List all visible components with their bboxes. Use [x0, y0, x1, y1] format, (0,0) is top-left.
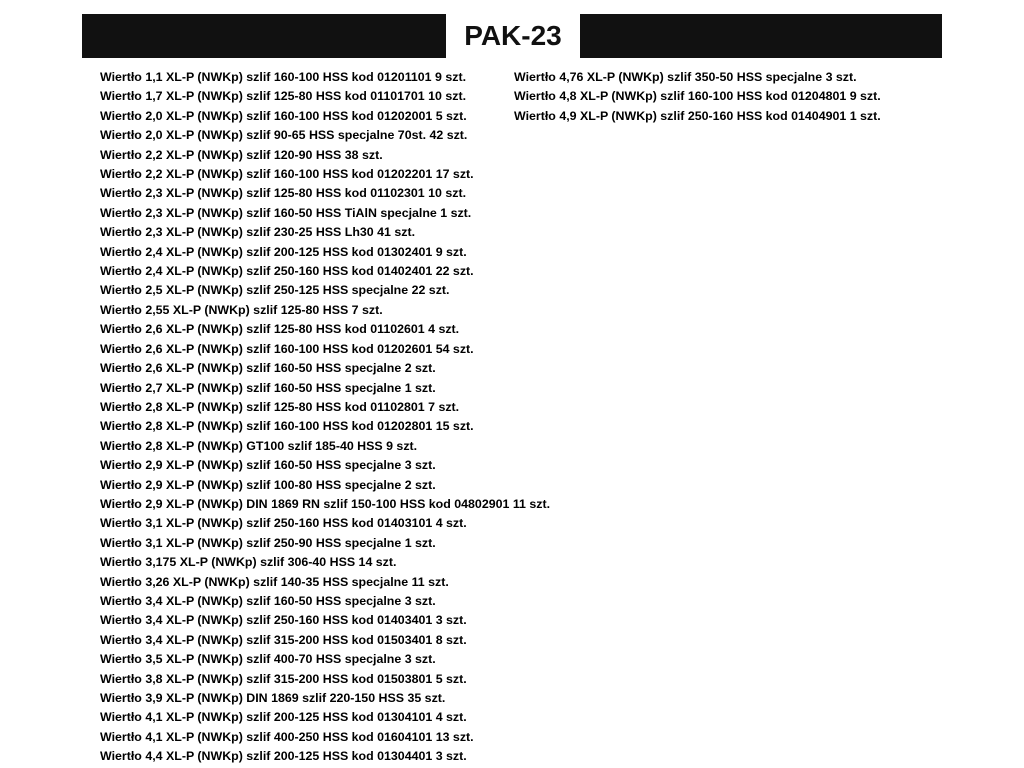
list-item: Wiertło 3,1 XL-P (NWKp) szlif 250-90 HSS specjalne 1 szt. [100, 535, 436, 550]
list-item: Wiertło 3,9 XL-P (NWKp) DIN 1869 szlif 220-150 HSS 35 szt. [100, 691, 446, 705]
list-item: Wiertło 4,4 XL-P (NWKp) szlif 200-125 HSS kod 01304401 3 szt. [100, 749, 467, 764]
list-item: Wiertło 2,3 XL-P (NWKp) szlif 160-50 HSS TiAlN specjalne 1 szt. [100, 205, 472, 220]
content-columns [0, 68, 1024, 767]
right-column [512, 68, 1024, 126]
list-item: Wiertło 3,175 XL-P (NWKp) szlif 306-40 HSS 14 szt. [100, 555, 397, 570]
list-item: Wiertło 2,0 XL-P (NWKp) szlif 160-100 HSS kod 01202001 5 szt. [100, 108, 467, 123]
list-item: Wiertło 2,6 XL-P (NWKp) szlif 160-100 HSS kod 01202601 54 szt. [100, 341, 474, 356]
list-item: Wiertło 4,9 XL-P (NWKp) szlif 250-160 HSS kod 01404901 1 szt. [514, 108, 881, 123]
list-item: Wiertło 3,1 XL-P (NWKp) szlif 250-160 HSS kod 01403101 4 szt. [100, 516, 467, 531]
list-item: Wiertło 3,8 XL-P (NWKp) szlif 315-200 HSS kod 01503801 5 szt. [100, 671, 467, 686]
list-item: Wiertło 2,8 XL-P (NWKp) GT100 szlif 185-40 HSS 9 szt. [100, 438, 418, 453]
list-item: Wiertło 3,4 XL-P (NWKp) szlif 160-50 HSS specjalne 3 szt. [100, 593, 436, 608]
list-item: Wiertło 2,8 XL-P (NWKp) szlif 125-80 HSS kod 01102801 7 szt. [100, 399, 460, 414]
list-item: Wiertło 2,2 XL-P (NWKp) szlif 120-90 HSS 38 szt. [100, 147, 383, 162]
left-column [0, 68, 551, 767]
list-item: Wiertło 4,76 XL-P (NWKp) szlif 350-50 HSS specjalne 3 szt. [514, 70, 857, 84]
list-item: Wiertło 2,9 XL-P (NWKp) szlif 100-80 HSS specjalne 2 szt. [100, 477, 436, 492]
list-item: Wiertło 4,1 XL-P (NWKp) szlif 200-125 HSS kod 01304101 4 szt. [100, 710, 467, 725]
page-title-text: PAK-23 [464, 20, 562, 51]
list-item: Wiertło 2,5 XL-P (NWKp) szlif 250-125 HSS specjalne 22 szt. [100, 283, 450, 298]
page-title [446, 14, 580, 58]
list-item: Wiertło 2,3 XL-P (NWKp) szlif 230-25 HSS Lh30 41 szt. [100, 225, 416, 240]
list-item: Wiertło 1,1 XL-P (NWKp) szlif 160-100 HSS kod 01201101 9 szt. [100, 70, 467, 84]
list-item: Wiertło 2,6 XL-P (NWKp) szlif 125-80 HSS kod 01102601 4 szt. [100, 322, 460, 337]
list-item: Wiertło 4,8 XL-P (NWKp) szlif 160-100 HSS kod 01204801 9 szt. [514, 89, 881, 104]
list-item: Wiertło 2,0 XL-P (NWKp) szlif 90-65 HSS specjalne 70st. 42 szt. [100, 128, 468, 143]
list-item: Wiertło 2,4 XL-P (NWKp) szlif 200-125 HSS kod 01302401 9 szt. [100, 244, 467, 259]
list-item: Wiertło 2,7 XL-P (NWKp) szlif 160-50 HSS specjalne 1 szt. [100, 380, 436, 395]
list-item: Wiertło 3,26 XL-P (NWKp) szlif 140-35 HSS specjalne 11 szt. [100, 574, 449, 589]
list-item: Wiertło 2,8 XL-P (NWKp) szlif 160-100 HSS kod 01202801 15 szt. [100, 419, 474, 434]
list-item: Wiertło 2,6 XL-P (NWKp) szlif 160-50 HSS specjalne 2 szt. [100, 361, 436, 376]
list-item: Wiertło 2,3 XL-P (NWKp) szlif 125-80 HSS kod 01102301 10 szt. [100, 186, 467, 201]
list-item: Wiertło 2,4 XL-P (NWKp) szlif 250-160 HSS kod 01402401 22 szt. [100, 264, 474, 279]
list-item: Wiertło 2,9 XL-P (NWKp) szlif 160-50 HSS specjalne 3 szt. [100, 458, 436, 473]
list-item: Wiertło 1,7 XL-P (NWKp) szlif 125-80 HSS kod 01101701 10 szt. [100, 89, 467, 104]
list-item: Wiertło 4,1 XL-P (NWKp) szlif 400-250 HSS kod 01604101 13 szt. [100, 729, 474, 744]
list-item: Wiertło 3,4 XL-P (NWKp) szlif 250-160 HSS kod 01403401 3 szt. [100, 613, 467, 628]
list-item: Wiertło 3,5 XL-P (NWKp) szlif 400-70 HSS specjalne 3 szt. [100, 652, 436, 667]
list-item: Wiertło 3,4 XL-P (NWKp) szlif 315-200 HSS kod 01503401 8 szt. [100, 632, 467, 647]
list-item: Wiertło 2,9 XL-P (NWKp) DIN 1869 RN szlif 150-100 HSS kod 04802901 11 szt. [100, 496, 551, 511]
list-item: Wiertło 2,2 XL-P (NWKp) szlif 160-100 HSS kod 01202201 17 szt. [100, 167, 474, 182]
list-item: Wiertło 2,55 XL-P (NWKp) szlif 125-80 HSS 7 szt. [100, 302, 383, 317]
